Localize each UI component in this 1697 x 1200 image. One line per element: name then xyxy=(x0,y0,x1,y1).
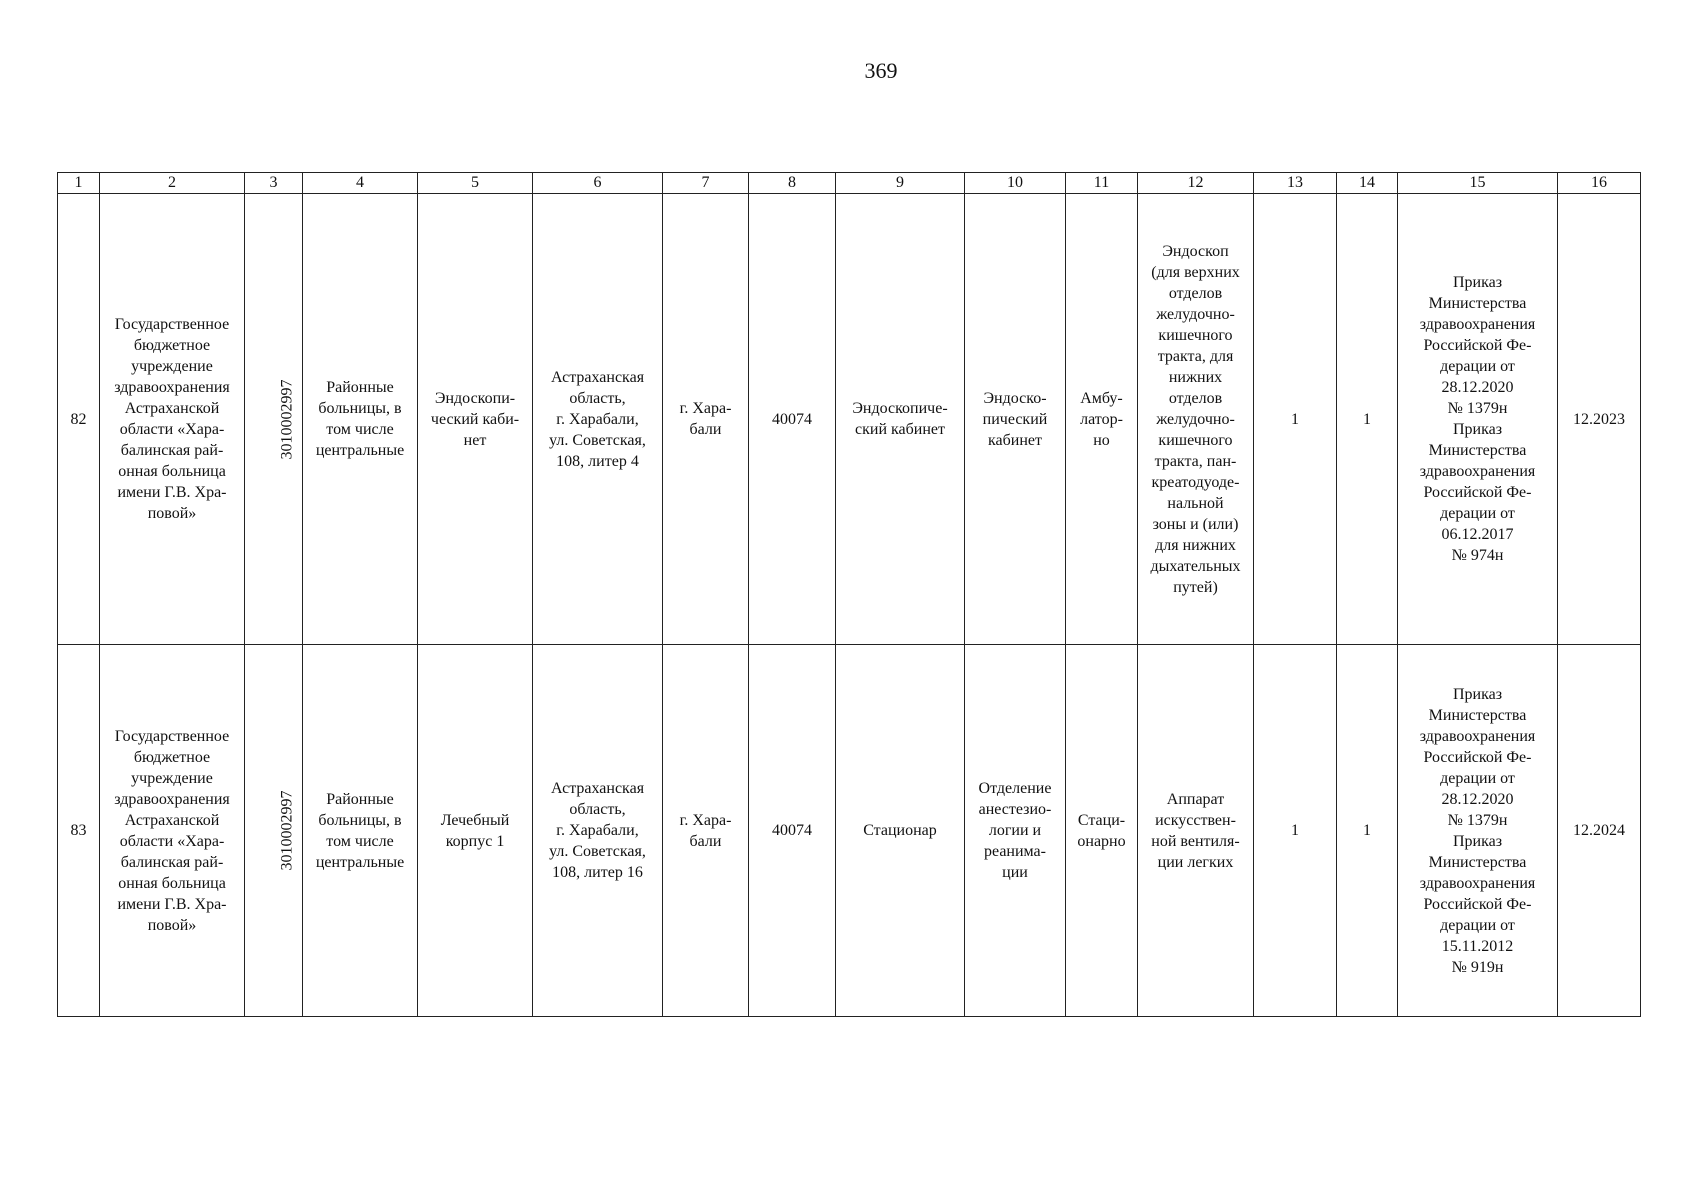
address-cell: Астраханская область, г. Харабали, ул. Советская, 108, литер 4 xyxy=(533,194,663,645)
address-cell: Астраханская область, г. Харабали, ул. Советская, 108, литер 16 xyxy=(533,645,663,1017)
care-conditions-cell: Стаци- онарно xyxy=(1066,645,1138,1017)
column-number-5: 5 xyxy=(418,173,533,194)
quantity-cell: 1 xyxy=(1254,194,1337,645)
date-cell: 12.2023 xyxy=(1558,194,1641,645)
column-number-1: 1 xyxy=(58,173,100,194)
column-number-14: 14 xyxy=(1337,173,1398,194)
date-cell: 12.2024 xyxy=(1558,645,1641,1017)
organization-name-cell: Государственное бюджетное учреждение здравоохранения Астраханской области «Хара- балинская рай- онная больница имени Г.В. Хра- повой» xyxy=(100,194,245,645)
locality-cell: г. Хара- бали xyxy=(663,645,749,1017)
locality-code-cell: 40074 xyxy=(749,645,836,1017)
column-number-9: 9 xyxy=(836,173,965,194)
department-cell: Отделение анестезио- логии и реанима- ции xyxy=(965,645,1066,1017)
column-number-15: 15 xyxy=(1398,173,1558,194)
locality-code-cell: 40074 xyxy=(749,194,836,645)
column-number-2: 2 xyxy=(100,173,245,194)
department-cell: Эндоско- пический кабинет xyxy=(965,194,1066,645)
column-number-3: 3 xyxy=(245,173,303,194)
table-row xyxy=(58,645,1641,1017)
column-number-row xyxy=(58,173,1641,194)
column-number-10: 10 xyxy=(965,173,1066,194)
page-number: 369 xyxy=(864,58,898,83)
table-row xyxy=(58,194,1641,645)
orders-cell: Приказ Министерства здравоохранения Российской Фе- дерации от 28.12.2020 № 1379н Приказ Министерства здравоохранения Российской Фе- дерации от 15.11.2012 № 919н xyxy=(1398,645,1558,1017)
column-number-16: 16 xyxy=(1558,173,1641,194)
row-number-cell: 82 xyxy=(58,194,100,645)
code-text: 3010002997 xyxy=(278,790,296,871)
code-cell xyxy=(245,645,303,1017)
quantity-cell: 1 xyxy=(1254,645,1337,1017)
building-cell: Лечебный корпус 1 xyxy=(418,645,533,1017)
row-number-cell: 83 xyxy=(58,645,100,1017)
care-conditions-cell: Амбу- латор- но xyxy=(1066,194,1138,645)
locality-cell: г. Хара- бали xyxy=(663,194,749,645)
building-cell: Эндоскопи- ческий каби- нет xyxy=(418,194,533,645)
organization-name-cell: Государственное бюджетное учреждение здравоохранения Астраханской области «Хара- балинская рай- онная больница имени Г.В. Хра- повой» xyxy=(100,645,245,1017)
organization-type-cell: Районные больницы, в том числе центральные xyxy=(303,194,418,645)
column-number-13: 13 xyxy=(1254,173,1337,194)
registry-table xyxy=(57,172,1641,1017)
quantity-2-cell: 1 xyxy=(1337,194,1398,645)
equipment-cell: Эндоскоп (для верхних отделов желудочно- кишечного тракта, для нижних отделов желудочно- кишечного тракта, пан- креатодуоде- нальной зоны и (или) для нижних дыхательных путей) xyxy=(1138,194,1254,645)
quantity-2-cell: 1 xyxy=(1337,645,1398,1017)
column-number-7: 7 xyxy=(663,173,749,194)
unit-cell: Эндоскопиче- ский кабинет xyxy=(836,194,965,645)
column-number-12: 12 xyxy=(1138,173,1254,194)
column-number-6: 6 xyxy=(533,173,663,194)
column-number-11: 11 xyxy=(1066,173,1138,194)
column-number-8: 8 xyxy=(749,173,836,194)
column-number-4: 4 xyxy=(303,173,418,194)
code-text: 3010002997 xyxy=(278,379,296,459)
orders-cell: Приказ Министерства здравоохранения Российской Фе- дерации от 28.12.2020 № 1379н Приказ Министерства здравоохранения Российской Фе- дерации от 06.12.2017 № 974н xyxy=(1398,194,1558,645)
unit-cell: Стационар xyxy=(836,645,965,1017)
equipment-cell: Аппарат искусствен- ной вентиля- ции легких xyxy=(1138,645,1254,1017)
organization-type-cell: Районные больницы, в том числе центральные xyxy=(303,645,418,1017)
code-cell xyxy=(245,194,303,645)
